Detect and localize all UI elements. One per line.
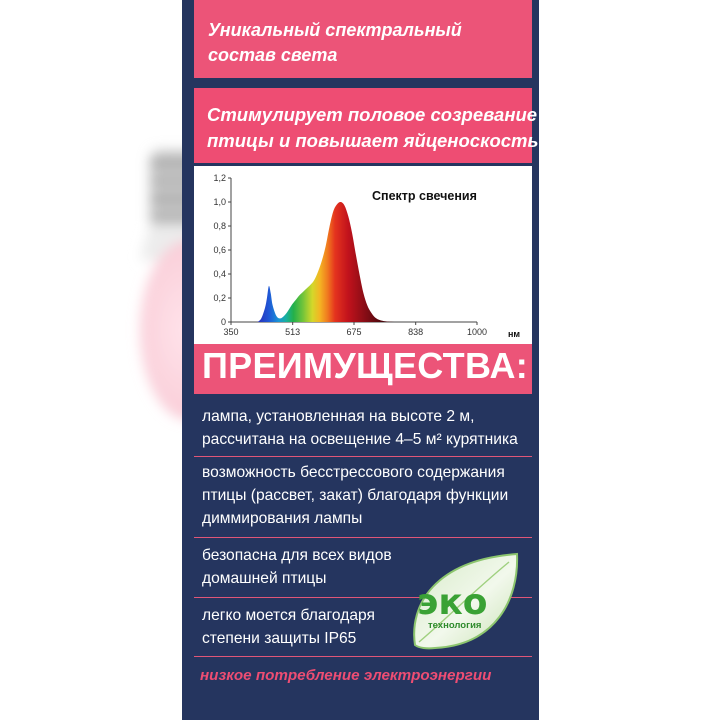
benefit-line: птицы (рассвет, закат) благодаря функции: [202, 487, 509, 504]
lamp-image: [0, 0, 200, 720]
eco-badge: [405, 550, 523, 655]
x-axis-unit: нм: [508, 329, 521, 339]
y-tick-label: 1,2: [213, 173, 226, 183]
benefit-line: диммирования лампы: [202, 510, 363, 527]
eco-caption: технология: [428, 620, 482, 631]
benefit-line: безопасна для всех видов: [202, 547, 392, 564]
subheadline-line-2: птицы и повышает яйценоскость: [207, 130, 539, 151]
spectrum-chart-svg: [194, 166, 532, 344]
subheadline-line-1: Стимулирует половое созревание: [207, 104, 538, 125]
benefit-item-washable: [202, 604, 375, 650]
benefit-item-dimming: [202, 461, 508, 530]
y-tick-label: 1,0: [213, 197, 226, 207]
divider: [194, 456, 532, 457]
eco-word: эко: [417, 582, 488, 623]
y-tick-label: 0,8: [213, 221, 226, 231]
spectrum-chart: [194, 166, 532, 344]
advantages-title: ПРЕИМУЩЕСТВА:: [202, 345, 529, 386]
chart-title: Спектр свечения: [372, 189, 477, 203]
subheadline-box: [194, 88, 539, 163]
y-tick-label: 0,6: [213, 245, 226, 255]
x-tick-label: 513: [285, 327, 301, 337]
x-tick-label: 838: [408, 327, 424, 337]
benefit-item-coverage: [202, 405, 518, 451]
advantages-header: [194, 344, 532, 394]
x-tick-label: 350: [223, 327, 239, 337]
headline-line-1: Уникальный спектральный: [208, 20, 462, 40]
benefit-line: степени защиты IP65: [202, 630, 357, 647]
benefit-line: легко моется благодаря: [202, 607, 375, 624]
benefit-line: домашней птицы: [202, 570, 327, 587]
y-tick-label: 0,2: [213, 293, 226, 303]
x-tick-label: 675: [346, 327, 362, 337]
y-tick-label: 0,4: [213, 269, 226, 279]
spectrum-series-area: [257, 202, 393, 322]
x-tick-label: 1000: [466, 327, 488, 337]
benefit-line: рассчитана на освещение 4–5 м² курятника: [202, 431, 518, 448]
divider: [194, 537, 532, 538]
headline-line-2: состав света: [208, 45, 338, 65]
divider: [194, 656, 532, 657]
benefit-line: лампа, установленная на высоте 2 м,: [202, 408, 475, 425]
benefit-item-safety: [202, 544, 392, 590]
headline-box: [194, 0, 532, 78]
benefit-line: возможность бесстрессового содержания: [202, 464, 505, 481]
y-tick-label: 0: [220, 317, 226, 327]
low-consumption-note: низкое потребление электроэнергии: [200, 667, 492, 684]
